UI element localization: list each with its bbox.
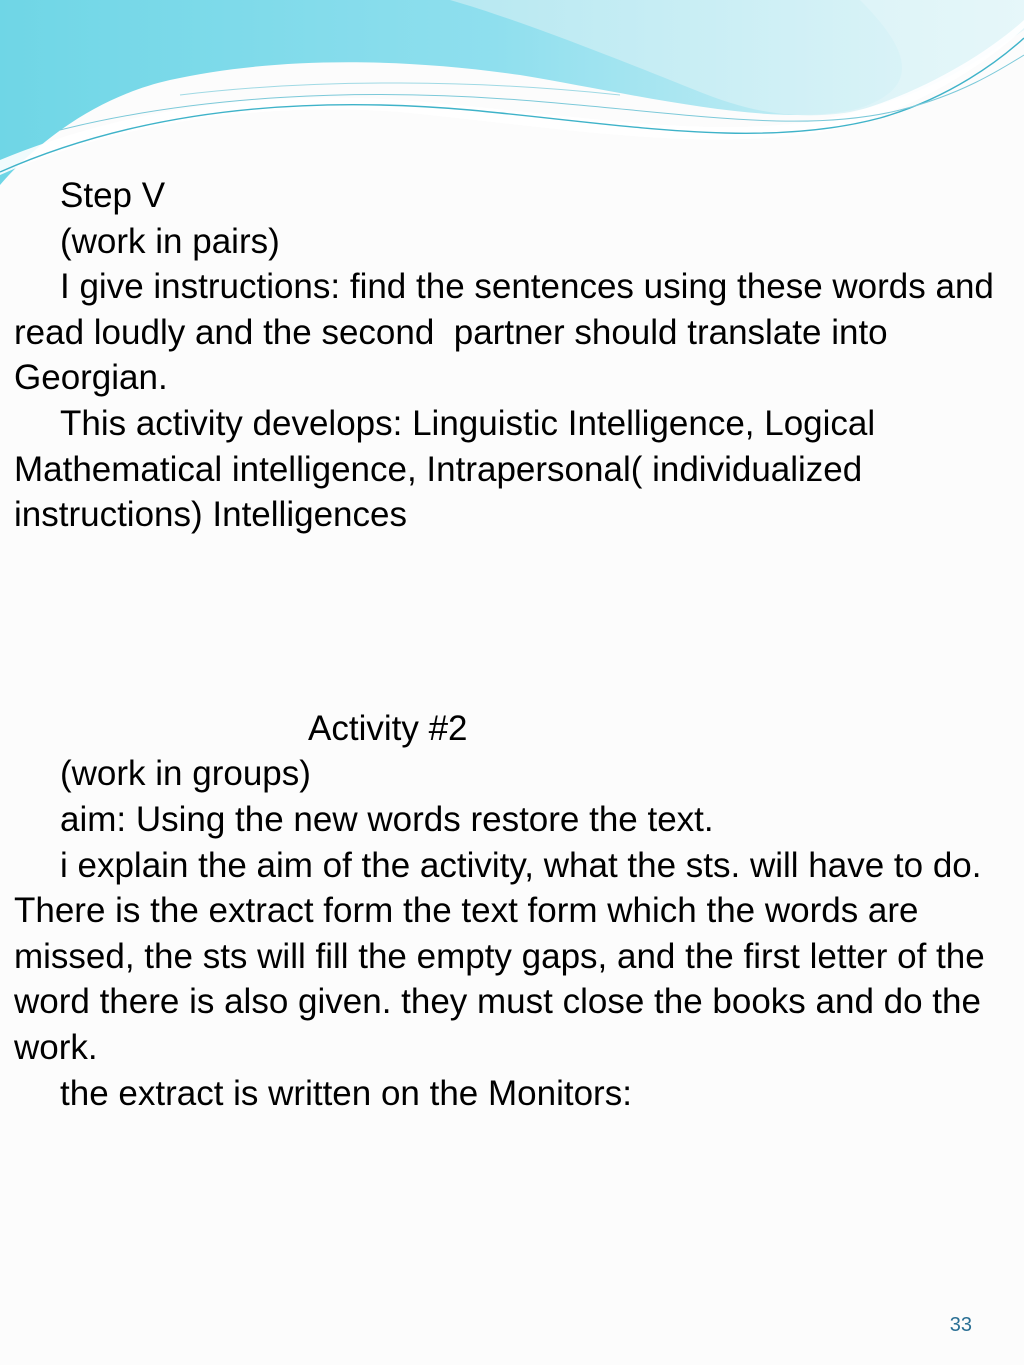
step-mode: (work in pairs) [60,221,280,261]
header-wave-decoration [0,0,1024,200]
page-number: 33 [949,1314,972,1336]
slide-body [14,173,1004,1116]
activity-heading: Activity #2 [308,708,468,748]
activity-mode: (work in groups) [60,754,311,794]
step-develops: This activity develops: Linguistic Intelligence, Logical Mathematical intelligence, Intrapersonal( individualized instructions) Intelligences [14,403,885,535]
activity-extract-note: the extract is written on the Monitors: [60,1073,632,1113]
activity-aim: aim: Using the new words restore the text. [60,799,714,839]
step-instructions: I give instructions: find the sentences using these words and read loudly and the second partner should translate into Georgian. [14,267,1004,398]
step-heading: Step V [60,176,166,215]
activity-explanation: i explain the aim of the activity, what the sts. will have to do. There is the extract form the text form which the words are missed, the sts will fill the empty gaps, and the first letter of the word there is also given. they must close the books and do the work. [14,845,995,1067]
paragraph-gap [14,538,1004,706]
